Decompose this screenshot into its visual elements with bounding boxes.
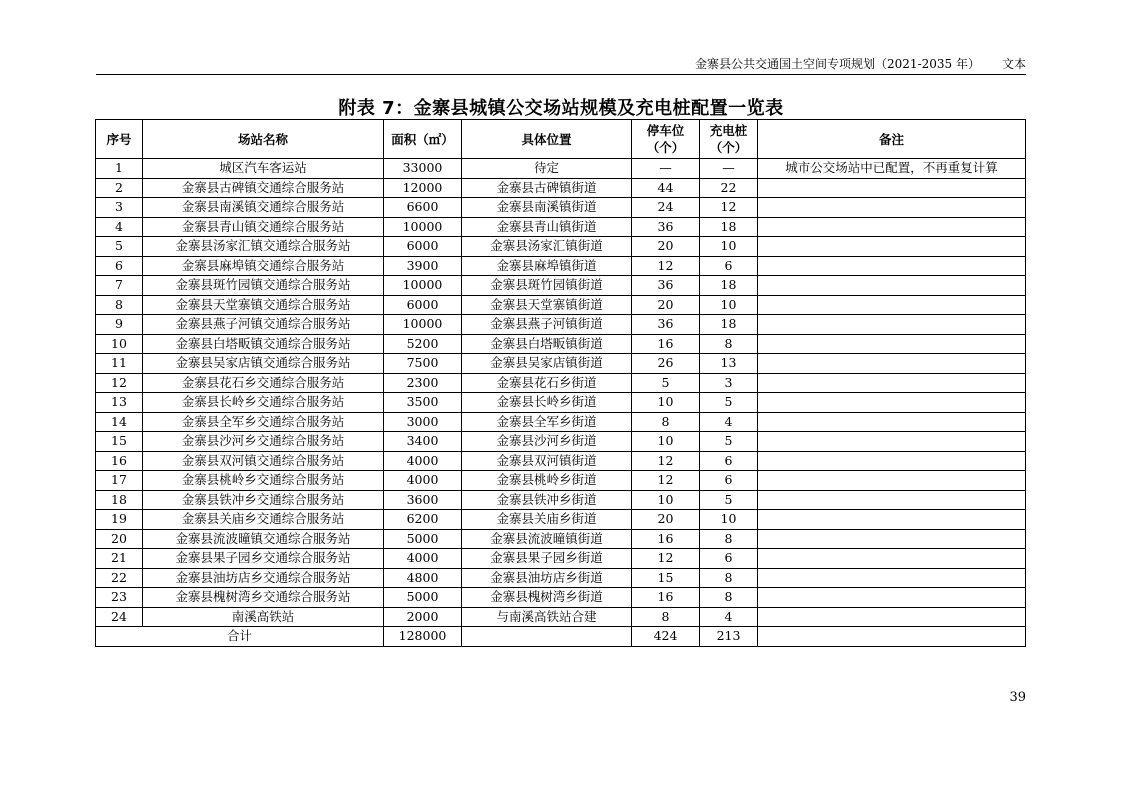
cell-location: 金寨县桃岭乡街道 (462, 471, 632, 491)
cell-location: 金寨县沙河乡街道 (462, 432, 632, 452)
cell-station-name: 金寨县燕子河镇交通综合服务站 (143, 315, 384, 335)
cell-parking: 10 (632, 432, 700, 452)
cell-notes (758, 529, 1026, 549)
cell-index: 11 (96, 354, 143, 374)
total-parking: 424 (632, 627, 700, 647)
cell-charging: 8 (700, 568, 758, 588)
cell-area: 6200 (384, 510, 462, 530)
cell-location: 金寨县槐树湾乡街道 (462, 588, 632, 608)
cell-notes (758, 373, 1026, 393)
cell-station-name: 南溪高铁站 (143, 607, 384, 627)
header-parking-line2: （个） (646, 140, 685, 155)
cell-area: 10000 (384, 315, 462, 335)
cell-parking: 5 (632, 373, 700, 393)
header-parking (632, 120, 700, 159)
cell-notes (758, 432, 1026, 452)
cell-notes (758, 198, 1026, 218)
cell-parking: 12 (632, 471, 700, 491)
cell-parking: 36 (632, 217, 700, 237)
cell-area: 6600 (384, 198, 462, 218)
table-row (96, 549, 1026, 569)
table-header-row (96, 120, 1026, 159)
cell-index: 8 (96, 295, 143, 315)
total-charging: 213 (700, 627, 758, 647)
cell-parking: 44 (632, 178, 700, 198)
document-title: 金寨县公共交通国土空间专项规划（2021-2035 年） (695, 57, 980, 71)
cell-index: 12 (96, 373, 143, 393)
table-row (96, 471, 1026, 491)
cell-index: 9 (96, 315, 143, 335)
table-row (96, 607, 1026, 627)
table-row (96, 568, 1026, 588)
cell-area: 3000 (384, 412, 462, 432)
cell-index: 7 (96, 276, 143, 296)
cell-index: 4 (96, 217, 143, 237)
cell-location: 金寨县天堂寨镇街道 (462, 295, 632, 315)
cell-area: 4000 (384, 471, 462, 491)
cell-location: 金寨县斑竹园镇街道 (462, 276, 632, 296)
cell-parking: — (632, 159, 700, 179)
cell-location: 金寨县双河镇街道 (462, 451, 632, 471)
cell-notes (758, 315, 1026, 335)
cell-station-name: 金寨县关庙乡交通综合服务站 (143, 510, 384, 530)
cell-location: 金寨县流波曈镇街道 (462, 529, 632, 549)
cell-notes (758, 471, 1026, 491)
table-row (96, 529, 1026, 549)
cell-station-name: 金寨县白塔畈镇交通综合服务站 (143, 334, 384, 354)
cell-station-name: 金寨县花石乡交通综合服务站 (143, 373, 384, 393)
cell-parking: 36 (632, 315, 700, 335)
header-parking-line1: 停车位 (646, 123, 685, 138)
cell-station-name: 金寨县古碑镇交通综合服务站 (143, 178, 384, 198)
cell-index: 1 (96, 159, 143, 179)
cell-area: 3900 (384, 256, 462, 276)
table-row (96, 217, 1026, 237)
cell-charging: 22 (700, 178, 758, 198)
header-notes: 备注 (758, 120, 1026, 159)
cell-notes (758, 217, 1026, 237)
cell-location: 与南溪高铁站合建 (462, 607, 632, 627)
cell-station-name: 金寨县桃岭乡交通综合服务站 (143, 471, 384, 491)
cell-charging: 6 (700, 549, 758, 569)
table-row (96, 334, 1026, 354)
cell-parking: 20 (632, 510, 700, 530)
cell-notes: 城市公交场站中已配置，不再重复计算 (758, 159, 1026, 179)
header-location: 具体位置 (462, 120, 632, 159)
cell-area: 5000 (384, 529, 462, 549)
cell-charging: 18 (700, 276, 758, 296)
cell-notes (758, 393, 1026, 413)
cell-charging: 5 (700, 432, 758, 452)
cell-station-name: 金寨县流波曈镇交通综合服务站 (143, 529, 384, 549)
cell-parking: 36 (632, 276, 700, 296)
cell-index: 6 (96, 256, 143, 276)
cell-parking: 24 (632, 198, 700, 218)
cell-station-name: 金寨县斑竹园镇交通综合服务站 (143, 276, 384, 296)
cell-index: 13 (96, 393, 143, 413)
cell-station-name: 金寨县铁冲乡交通综合服务站 (143, 490, 384, 510)
cell-index: 21 (96, 549, 143, 569)
cell-location: 金寨县油坊店乡街道 (462, 568, 632, 588)
cell-charging: 4 (700, 607, 758, 627)
cell-location: 金寨县青山镇街道 (462, 217, 632, 237)
cell-index: 5 (96, 237, 143, 257)
cell-location: 金寨县古碑镇街道 (462, 178, 632, 198)
table-row (96, 276, 1026, 296)
cell-charging: 8 (700, 334, 758, 354)
cell-area: 6000 (384, 295, 462, 315)
page-header (96, 54, 1026, 75)
table-row (96, 256, 1026, 276)
cell-parking: 12 (632, 256, 700, 276)
cell-area: 33000 (384, 159, 462, 179)
cell-station-name: 金寨县沙河乡交通综合服务站 (143, 432, 384, 452)
stations-table (95, 119, 1026, 647)
header-name: 场站名称 (143, 120, 384, 159)
header-charging-line2: （个） (709, 140, 748, 155)
cell-parking: 10 (632, 393, 700, 413)
cell-location: 金寨县铁冲乡街道 (462, 490, 632, 510)
cell-charging: 18 (700, 217, 758, 237)
cell-location: 金寨县吴家店镇街道 (462, 354, 632, 374)
table-row (96, 178, 1026, 198)
cell-station-name: 城区汽车客运站 (143, 159, 384, 179)
document-type: 文本 (1001, 57, 1026, 71)
cell-index: 22 (96, 568, 143, 588)
cell-index: 24 (96, 607, 143, 627)
cell-notes (758, 256, 1026, 276)
cell-index: 14 (96, 412, 143, 432)
table-body (96, 159, 1026, 627)
cell-parking: 12 (632, 451, 700, 471)
cell-station-name: 金寨县双河镇交通综合服务站 (143, 451, 384, 471)
cell-area: 7500 (384, 354, 462, 374)
cell-notes (758, 451, 1026, 471)
cell-index: 2 (96, 178, 143, 198)
cell-location: 待定 (462, 159, 632, 179)
cell-charging: — (700, 159, 758, 179)
total-area: 128000 (384, 627, 462, 647)
table-row (96, 432, 1026, 452)
cell-area: 10000 (384, 276, 462, 296)
cell-charging: 3 (700, 373, 758, 393)
table-row (96, 373, 1026, 393)
header-area: 面积（㎡） (384, 120, 462, 159)
cell-area: 6000 (384, 237, 462, 257)
cell-parking: 16 (632, 529, 700, 549)
cell-charging: 6 (700, 471, 758, 491)
cell-index: 18 (96, 490, 143, 510)
cell-notes (758, 510, 1026, 530)
cell-location: 金寨县花石乡街道 (462, 373, 632, 393)
total-notes (758, 627, 1026, 647)
cell-notes (758, 412, 1026, 432)
page-number: 39 (1009, 690, 1026, 705)
header-index: 序号 (96, 120, 143, 159)
cell-charging: 5 (700, 393, 758, 413)
cell-area: 3600 (384, 490, 462, 510)
cell-charging: 10 (700, 510, 758, 530)
cell-notes (758, 178, 1026, 198)
cell-parking: 15 (632, 568, 700, 588)
cell-parking: 26 (632, 354, 700, 374)
cell-charging: 10 (700, 237, 758, 257)
cell-location: 金寨县南溪镇街道 (462, 198, 632, 218)
cell-location: 金寨县汤家汇镇街道 (462, 237, 632, 257)
cell-charging: 18 (700, 315, 758, 335)
cell-charging: 10 (700, 295, 758, 315)
cell-notes (758, 276, 1026, 296)
cell-notes (758, 549, 1026, 569)
table-row (96, 451, 1026, 471)
cell-area: 10000 (384, 217, 462, 237)
table-row (96, 237, 1026, 257)
cell-station-name: 金寨县槐树湾乡交通综合服务站 (143, 588, 384, 608)
cell-area: 12000 (384, 178, 462, 198)
cell-parking: 16 (632, 588, 700, 608)
cell-notes (758, 568, 1026, 588)
table-row (96, 198, 1026, 218)
cell-area: 4800 (384, 568, 462, 588)
header-charging-line1: 充电桩 (709, 123, 748, 138)
cell-index: 15 (96, 432, 143, 452)
table-row (96, 295, 1026, 315)
cell-parking: 20 (632, 237, 700, 257)
cell-location: 金寨县麻埠镇街道 (462, 256, 632, 276)
cell-index: 10 (96, 334, 143, 354)
cell-notes (758, 354, 1026, 374)
cell-location: 金寨县燕子河镇街道 (462, 315, 632, 335)
total-row (96, 627, 1026, 647)
cell-notes (758, 237, 1026, 257)
cell-index: 19 (96, 510, 143, 530)
table-row (96, 510, 1026, 530)
cell-station-name: 金寨县天堂寨镇交通综合服务站 (143, 295, 384, 315)
table-row (96, 315, 1026, 335)
cell-area: 5000 (384, 588, 462, 608)
cell-index: 17 (96, 471, 143, 491)
cell-charging: 6 (700, 451, 758, 471)
cell-location: 金寨县关庙乡街道 (462, 510, 632, 530)
cell-station-name: 金寨县长岭乡交通综合服务站 (143, 393, 384, 413)
cell-station-name: 金寨县果子园乡交通综合服务站 (143, 549, 384, 569)
cell-index: 20 (96, 529, 143, 549)
table-row (96, 354, 1026, 374)
cell-charging: 4 (700, 412, 758, 432)
cell-index: 16 (96, 451, 143, 471)
cell-station-name: 金寨县南溪镇交通综合服务站 (143, 198, 384, 218)
cell-parking: 20 (632, 295, 700, 315)
cell-station-name: 金寨县全军乡交通综合服务站 (143, 412, 384, 432)
cell-charging: 6 (700, 256, 758, 276)
cell-area: 3400 (384, 432, 462, 452)
table-row (96, 159, 1026, 179)
cell-area: 2000 (384, 607, 462, 627)
cell-location: 金寨县果子园乡街道 (462, 549, 632, 569)
table-title: 附表 7：金寨县城镇公交场站规模及充电桩配置一览表 (338, 98, 784, 119)
cell-charging: 8 (700, 529, 758, 549)
cell-location: 金寨县白塔畈镇街道 (462, 334, 632, 354)
cell-notes (758, 490, 1026, 510)
cell-station-name: 金寨县汤家汇镇交通综合服务站 (143, 237, 384, 257)
cell-area: 4000 (384, 549, 462, 569)
cell-notes (758, 334, 1026, 354)
cell-index: 3 (96, 198, 143, 218)
cell-charging: 8 (700, 588, 758, 608)
table-row (96, 588, 1026, 608)
header-charging (700, 120, 758, 159)
cell-station-name: 金寨县油坊店乡交通综合服务站 (143, 568, 384, 588)
total-label: 合计 (96, 627, 384, 647)
total-location (462, 627, 632, 647)
cell-area: 4000 (384, 451, 462, 471)
table-row (96, 393, 1026, 413)
cell-location: 金寨县全军乡街道 (462, 412, 632, 432)
cell-notes (758, 588, 1026, 608)
cell-notes (758, 295, 1026, 315)
cell-charging: 12 (700, 198, 758, 218)
cell-station-name: 金寨县麻埠镇交通综合服务站 (143, 256, 384, 276)
cell-station-name: 金寨县青山镇交通综合服务站 (143, 217, 384, 237)
cell-area: 3500 (384, 393, 462, 413)
cell-charging: 5 (700, 490, 758, 510)
cell-notes (758, 607, 1026, 627)
cell-area: 5200 (384, 334, 462, 354)
cell-area: 2300 (384, 373, 462, 393)
cell-parking: 12 (632, 549, 700, 569)
table-row (96, 412, 1026, 432)
cell-parking: 8 (632, 412, 700, 432)
cell-parking: 8 (632, 607, 700, 627)
cell-index: 23 (96, 588, 143, 608)
table-row (96, 490, 1026, 510)
cell-location: 金寨县长岭乡街道 (462, 393, 632, 413)
cell-station-name: 金寨县吴家店镇交通综合服务站 (143, 354, 384, 374)
cell-charging: 13 (700, 354, 758, 374)
cell-parking: 16 (632, 334, 700, 354)
cell-parking: 10 (632, 490, 700, 510)
